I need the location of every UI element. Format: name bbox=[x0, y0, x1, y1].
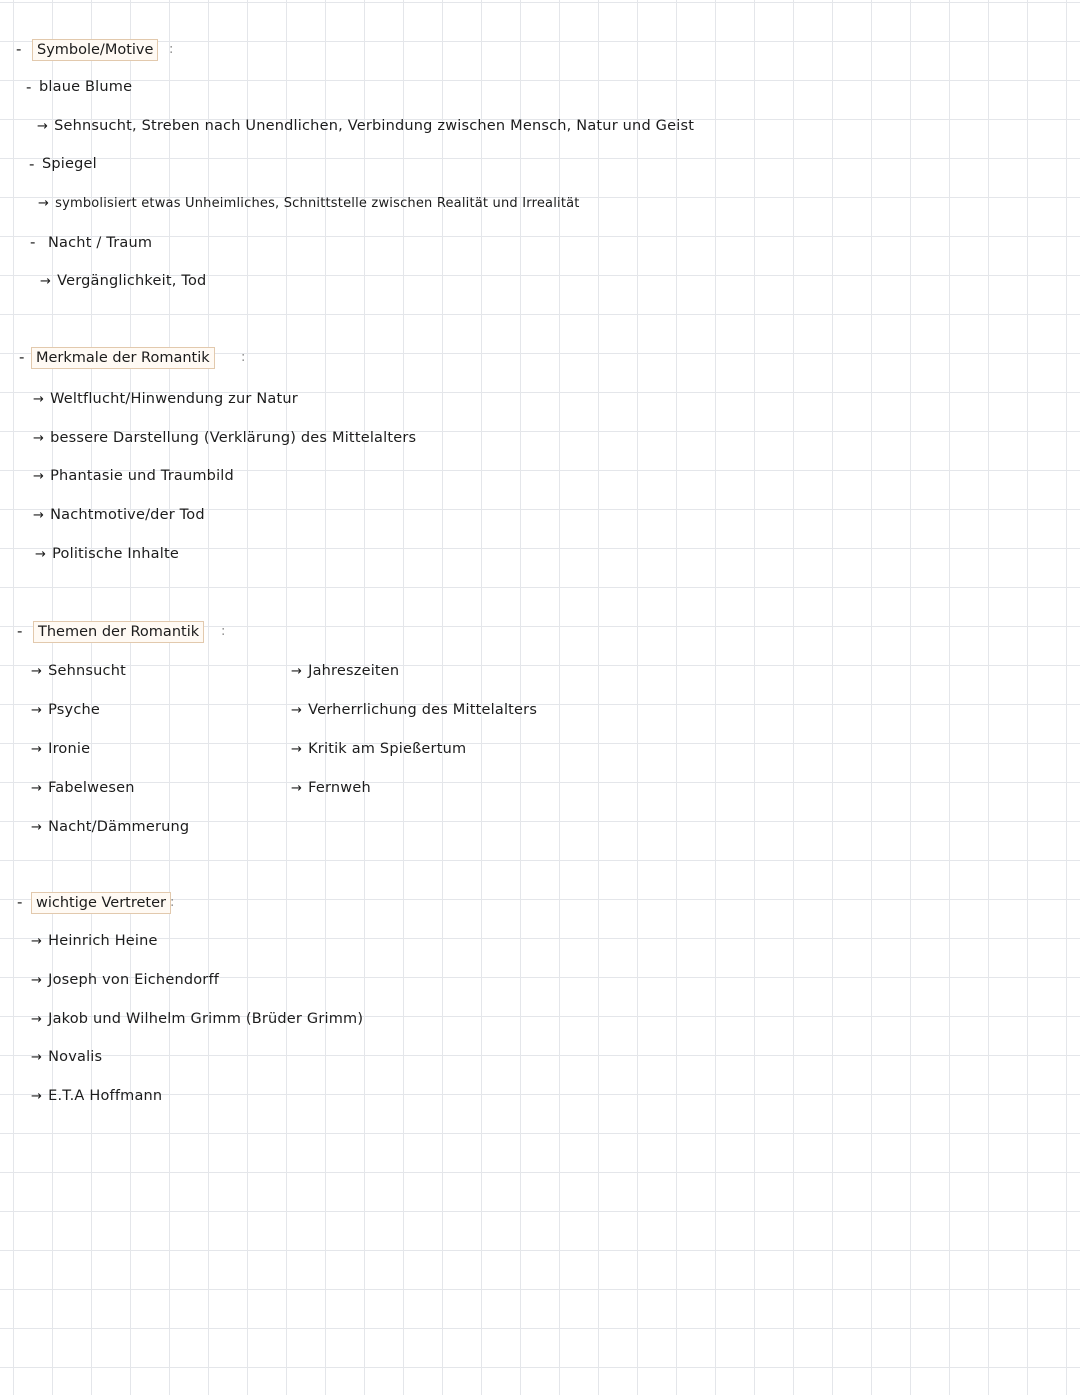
representative-item: → Joseph von Eichendorff bbox=[31, 972, 220, 988]
bullet-dash: - bbox=[16, 40, 22, 58]
bullet-dash: - bbox=[30, 233, 36, 251]
theme-item: → Verherrlichung des Mittelalters bbox=[291, 702, 538, 718]
bullet-dash: - bbox=[29, 155, 35, 173]
symbol-label-blue-flower: blaue Blume bbox=[39, 79, 133, 95]
theme-item: → Sehnsucht bbox=[31, 663, 126, 679]
arrow-icon: → bbox=[38, 196, 50, 211]
theme-item: → Psyche bbox=[31, 702, 101, 718]
bullet-dash: - bbox=[26, 78, 32, 96]
arrow-icon: → bbox=[37, 119, 49, 134]
bullet-dash: - bbox=[19, 348, 25, 366]
theme-item: → Ironie bbox=[31, 741, 91, 757]
heading-colon: : bbox=[170, 895, 175, 910]
theme-item: → Kritik am Spießertum bbox=[291, 741, 467, 757]
symbol-label-night-dream: Nacht / Traum bbox=[48, 235, 153, 251]
theme-item: → Fernweh bbox=[291, 780, 371, 796]
section-heading-representatives: wichtige Vertreter bbox=[31, 892, 171, 914]
representative-item: → Heinrich Heine bbox=[31, 933, 158, 949]
section-heading-themes: Themen der Romantik bbox=[33, 621, 204, 643]
arrow-icon: → bbox=[40, 274, 52, 289]
section-heading-features: Merkmale der Romantik bbox=[31, 347, 215, 369]
feature-item: → Nachtmotive/der Tod bbox=[33, 507, 205, 523]
section-heading-symbols: Symbole/Motive bbox=[32, 39, 158, 61]
representative-item: → E.T.A Hoffmann bbox=[31, 1088, 163, 1104]
bullet-dash: - bbox=[17, 893, 23, 911]
symbol-detail-mirror: → symbolisiert etwas Unheimliches, Schnittstelle zwischen Realität und Irrealität bbox=[38, 196, 580, 211]
representative-item: → Jakob und Wilhelm Grimm (Brüder Grimm) bbox=[31, 1011, 364, 1027]
heading-colon: : bbox=[169, 42, 174, 57]
heading-colon: : bbox=[221, 624, 226, 639]
feature-item: → bessere Darstellung (Verklärung) des Mittelalters bbox=[33, 430, 417, 446]
feature-item: → Politische Inhalte bbox=[35, 546, 179, 562]
heading-colon: : bbox=[241, 350, 246, 365]
theme-item: → Nacht/Dämmerung bbox=[31, 819, 190, 835]
symbol-label-mirror: Spiegel bbox=[42, 156, 97, 172]
theme-item: → Jahreszeiten bbox=[291, 663, 400, 679]
theme-item: → Fabelwesen bbox=[31, 780, 135, 796]
symbol-detail-blue-flower: → Sehnsucht, Streben nach Unendlichen, Verbindung zwischen Mensch, Natur und Geist bbox=[37, 118, 695, 134]
feature-item: → Phantasie und Traumbild bbox=[33, 468, 234, 484]
feature-item: → Weltflucht/Hinwendung zur Natur bbox=[33, 391, 298, 407]
bullet-dash: - bbox=[17, 622, 23, 640]
symbol-detail-night-dream: → Vergänglichkeit, Tod bbox=[40, 273, 207, 289]
representative-item: → Novalis bbox=[31, 1049, 103, 1065]
